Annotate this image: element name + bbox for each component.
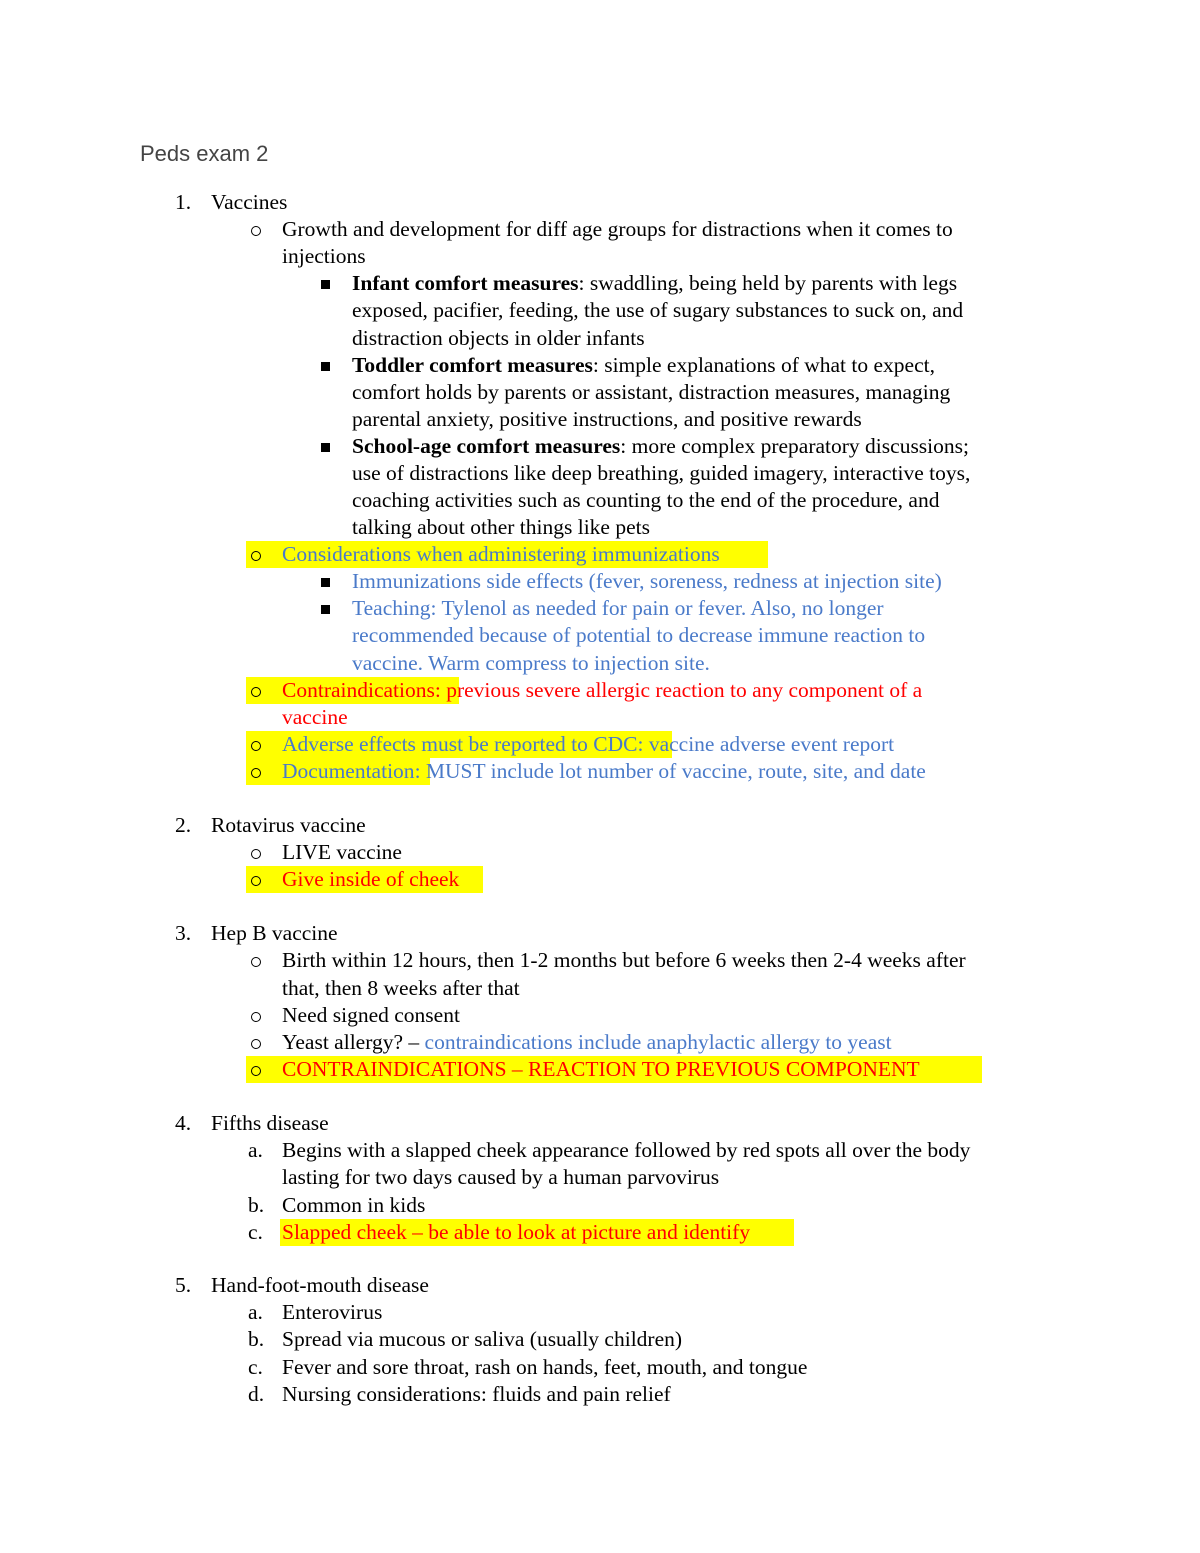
list-item: Contraindications: previous severe allergic reaction to any component of a (282, 678, 923, 702)
list-item: Fever and sore throat, rash on hands, feet, mouth, and tongue (282, 1355, 808, 1379)
bullet-circle (251, 849, 261, 859)
bullet-circle (251, 957, 261, 967)
list-item: Yeast allergy? – contraindications include anaphylactic allergy to yeast (282, 1030, 892, 1054)
bullet-circle (251, 1066, 261, 1076)
list-item: lasting for two days caused by a human parvovirus (282, 1165, 720, 1189)
bullet-circle (251, 551, 261, 561)
list-number: 2. (175, 813, 192, 837)
list-item: Give inside of cheek (282, 867, 460, 891)
list-item: talking about other things like pets (352, 515, 650, 539)
bullet-circle (251, 226, 261, 236)
list-number: 3. (175, 921, 192, 945)
list-item: Toddler comfort measures: simple explanations of what to expect, (352, 353, 935, 377)
bullet-square (321, 578, 330, 587)
bullet-circle (251, 1012, 261, 1022)
list-letter: d. (248, 1382, 265, 1406)
list-letter: c. (248, 1355, 263, 1379)
list-item: Begins with a slapped cheek appearance followed by red spots all over the body (282, 1138, 971, 1162)
bullet-square (321, 605, 330, 614)
list-item: vaccine (282, 705, 348, 729)
list-letter: b. (248, 1193, 265, 1217)
list-item: Slapped cheek – be able to look at picture and identify (282, 1220, 751, 1244)
list-item: Need signed consent (282, 1003, 460, 1027)
section-heading: Hep B vaccine (211, 921, 338, 945)
list-item: use of distractions like deep breathing, guided imagery, interactive toys, (352, 461, 971, 485)
list-item: Immunizations side effects (fever, soreness, redness at injection site) (352, 569, 942, 593)
section-heading: Rotavirus vaccine (211, 813, 366, 837)
list-number: 5. (175, 1273, 192, 1297)
list-item: Documentation: MUST include lot number of vaccine, route, site, and date (282, 759, 926, 783)
bullet-circle (251, 768, 261, 778)
list-item: LIVE vaccine (282, 840, 402, 864)
bullet-circle (251, 687, 261, 697)
list-item: recommended because of potential to decrease immune reaction to (352, 623, 926, 647)
bullet-square (321, 362, 330, 371)
bullet-square (321, 280, 330, 289)
list-item: Enterovirus (282, 1300, 383, 1324)
list-item: Adverse effects must be reported to CDC: vaccine adverse event report (282, 732, 895, 756)
list-item: Common in kids (282, 1193, 426, 1217)
list-item: Birth within 12 hours, then 1-2 months but before 6 weeks then 2-4 weeks after (282, 948, 966, 972)
list-letter: c. (248, 1220, 263, 1244)
list-item: parental anxiety, positive instructions, and positive rewards (352, 407, 862, 431)
list-item: injections (282, 244, 366, 268)
list-item: coaching activities such as counting to the end of the procedure, and (352, 488, 940, 512)
list-item: comfort holds by parents or assistant, distraction measures, managing (352, 380, 951, 404)
list-letter: a. (248, 1138, 263, 1162)
list-item: Nursing considerations: fluids and pain relief (282, 1382, 671, 1406)
section-heading: Vaccines (211, 190, 288, 214)
list-item: School-age comfort measures: more complex preparatory discussions; (352, 434, 969, 458)
list-number: 1. (175, 190, 192, 214)
page-title: Peds exam 2 (140, 141, 269, 166)
list-number: 4. (175, 1111, 192, 1135)
section-heading: Fifths disease (211, 1111, 329, 1135)
bullet-square (321, 443, 330, 452)
list-item: Spread via mucous or saliva (usually children) (282, 1327, 683, 1351)
list-item: distraction objects in older infants (352, 326, 645, 350)
list-letter: a. (248, 1300, 263, 1324)
section-heading: Hand-foot-mouth disease (211, 1273, 429, 1297)
bullet-circle (251, 1039, 261, 1049)
list-letter: b. (248, 1327, 265, 1351)
list-item: exposed, pacifier, feeding, the use of sugary substances to suck on, and (352, 298, 964, 322)
list-item: CONTRAINDICATIONS – REACTION TO PREVIOUS COMPONENT (282, 1057, 920, 1081)
list-item: Growth and development for diff age groups for distractions when it comes to (282, 217, 953, 241)
list-item: that, then 8 weeks after that (282, 976, 520, 1000)
list-item: vaccine. Warm compress to injection site. (352, 651, 710, 675)
list-item: Teaching: Tylenol as needed for pain or fever. Also, no longer (352, 596, 884, 620)
list-item: Considerations when administering immunizations (282, 542, 720, 566)
list-item: Infant comfort measures: swaddling, being held by parents with legs (352, 271, 958, 295)
bullet-circle (251, 876, 261, 886)
bullet-circle (251, 741, 261, 751)
